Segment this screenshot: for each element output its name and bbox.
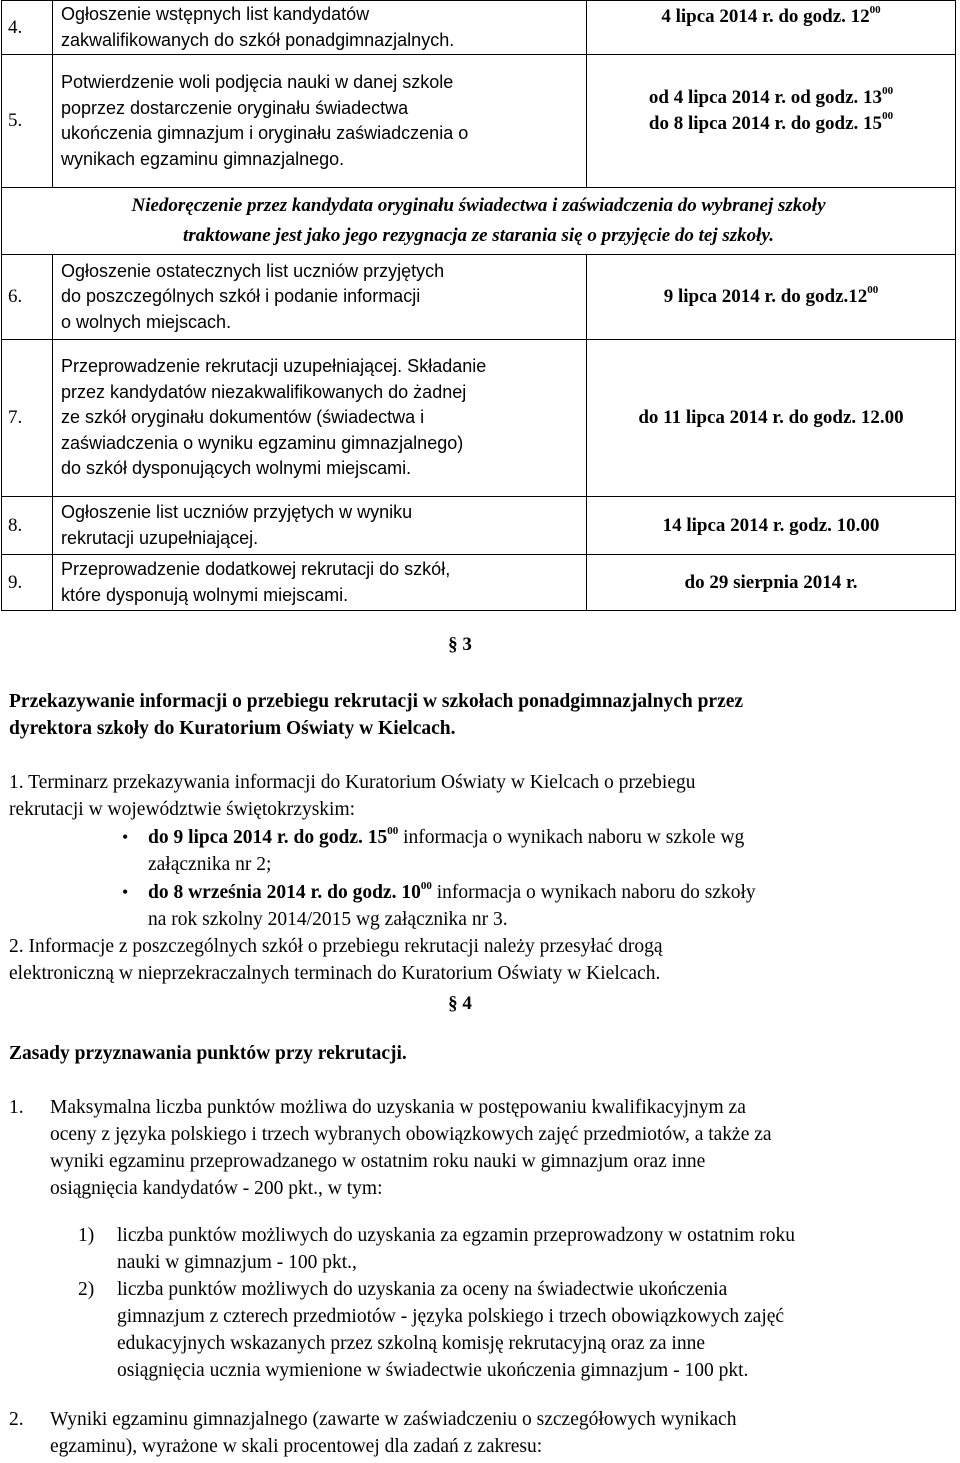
table-row bbox=[2, 555, 956, 611]
row-number: 4. bbox=[2, 1, 53, 55]
table-row bbox=[2, 255, 956, 340]
sub-item: liczba punktów możliwych do uzyskania za egzamin przeprowadzony w ostatnim roku nauki w gimnazjum - 100 pkt., bbox=[117, 1225, 795, 1273]
row-description: Przeprowadzenie rekrutacji uzupełniającej. Składanie przez kandydatów niezakwalifikowanych do żadnej ze szkół oryginału dokumentów (świadectwa i zaświadczenia o wyniku egzaminu gimnazjalnego) do szkół dysponujących wolnymi miejscami. bbox=[53, 340, 587, 497]
row-date: 4 lipca 2014 r. do godz. $12^{00}$ bbox=[587, 1, 956, 55]
row-date: do 29 sierpnia 2014 r. bbox=[587, 555, 956, 611]
table-row bbox=[2, 55, 956, 188]
list-item: • do 8 września 2014 r. do godz. $10^{00}$ informacja o wynikach naboru do szkoły na rok szkolny 2014/2015 wg załącznika nr 3. bbox=[148, 879, 954, 933]
sub-item-number: 1) bbox=[78, 1225, 95, 1246]
row-date: 9 lipca 2014 r. do $godz.12^{00}$ bbox=[587, 255, 956, 340]
table-row bbox=[2, 497, 956, 555]
list-item-number: 2. bbox=[9, 1409, 24, 1430]
row-description: Potwierdzenie woli podjęcia nauki w danej szkole poprzez dostarczenie oryginału świadectwa ukończenia gimnazjum i oryginału zaświadczenia o wynikach egzaminu gimnazjalnego. bbox=[53, 55, 587, 188]
row-date: od 4 lipca 2014 r. od godz. $13^{00}$ do 8 lipca 2014 r. do godz. $15^{00}$ bbox=[587, 55, 956, 188]
row-date: do 11 lipca 2014 r. do godz. 12.00 bbox=[587, 340, 956, 497]
row-number: 9. bbox=[2, 555, 53, 611]
list-item: • do 9 lipca 2014 r. do godz. $15^{00}$ informacja o wynikach naboru w szkole wg załącznika nr 2; bbox=[148, 824, 954, 878]
list-item: Maksymalna liczba punktów możliwa do uzyskania w postępowaniu kwalifikacyjnym za oceny z języka polskiego i trzech wybranych obowiązkowych zajęć przedmiotów, a także za wyniki egzaminu przeprowadzanego w ostatnim roku nauki w gimnazjum oraz inne osiągnięcia kandydatów - 200 pkt., w tym: bbox=[50, 1097, 772, 1199]
row-description: Przeprowadzenie dodatkowej rekrutacji do szkół, które dysponują wolnymi miejscami. bbox=[53, 555, 587, 611]
section-3-heading: Przekazywanie informacji o przebiegu rekrutacji w szkołach ponadgimnazjalnych przez dyrektora szkoły do Kuratorium Oświaty w Kielcach. bbox=[9, 691, 744, 739]
list-item-number: 1. bbox=[9, 1097, 24, 1118]
row-description: Ogłoszenie ostatecznych list uczniów przyjętych do poszczególnych szkół i podanie informacji o wolnych miejscach. bbox=[53, 255, 587, 340]
section-3-paragraph-2: 2. Informacje z poszczególnych szkół o przebiegu rekrutacji należy przesyłać drogą elektroniczną w nieprzekraczalnych terminach do Kuratorium Oświaty w Kielcach. bbox=[9, 936, 663, 984]
table-row-note bbox=[2, 188, 956, 255]
schedule-table bbox=[1, 0, 956, 611]
table-row bbox=[2, 1, 956, 55]
section-3-symbol: § 3 bbox=[448, 634, 472, 655]
row-description: Ogłoszenie wstępnych list kandydatów zakwalifikowanych do szkół ponadgimnazjalnych. bbox=[53, 1, 587, 55]
sub-item-number: 2) bbox=[78, 1279, 95, 1300]
section-4-symbol: § 4 bbox=[448, 993, 472, 1014]
list-item: Wyniki egzaminu gimnazjalnego (zawarte w zaświadczeniu o szczegółowych wynikach egzaminu), wyrażone w skali procentowej dla zadań z zakresu: bbox=[50, 1409, 737, 1457]
row-number: 7. bbox=[2, 340, 53, 497]
row-number: 8. bbox=[2, 497, 53, 555]
row-description: Ogłoszenie list uczniów przyjętych w wyniku rekrutacji uzupełniającej. bbox=[53, 497, 587, 555]
row-number: 6. bbox=[2, 255, 53, 340]
section-3-paragraph-1: 1. Terminarz przekazywania informacji do Kuratorium Oświaty w Kielcach o przebiegu rekrutacji w województwie świętokrzyskim: bbox=[9, 772, 696, 820]
section-4-heading: Zasady przyznawania punktów przy rekrutacji. bbox=[9, 1043, 407, 1064]
rejection-note: Niedoręczenie przez kandydata oryginału świadectwa i zaświadczenia do wybranej szkoły traktowane jest jako jego rezygnacja ze starania się o przyjęcie do tej szkoły. bbox=[2, 188, 956, 255]
table-row bbox=[2, 340, 956, 497]
row-date: 14 lipca 2014 r. godz. 10.00 bbox=[587, 497, 956, 555]
sub-item: liczba punktów możliwych do uzyskania za oceny na świadectwie ukończenia gimnazjum z czterech przedmiotów - języka polskiego i trzech obowiązkowych zajęć edukacyjnych wskazanych przez szkolną komisję rekrutacyjną oraz za inne osiągnięcia ucznia wymienione w świadectwie ukończenia gimnazjum - 100 pkt. bbox=[117, 1279, 785, 1381]
row-number: 5. bbox=[2, 55, 53, 188]
